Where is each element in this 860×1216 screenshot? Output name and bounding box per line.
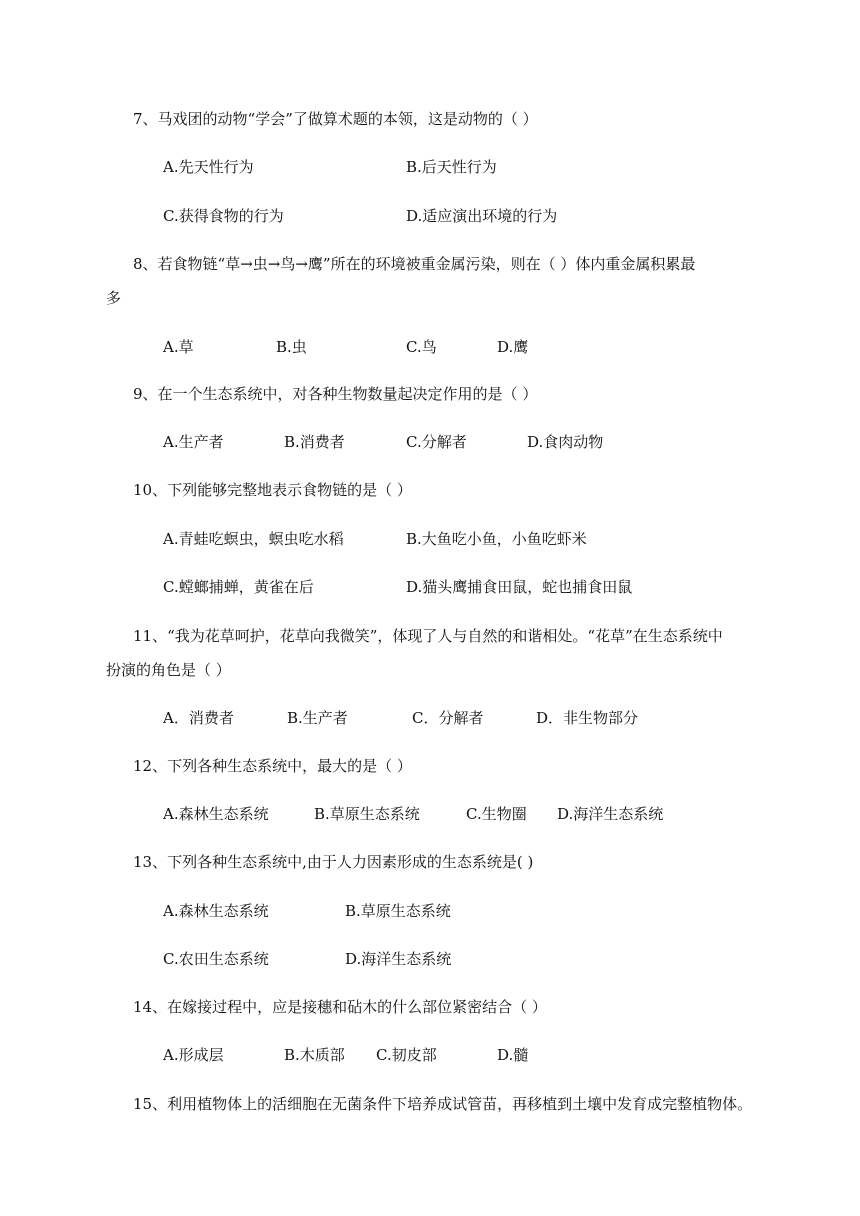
question-15-stem: 15、利用植物体上的活细胞在无菌条件下培养成试管苗，再移植到土壤中发育成完整植物体。 [133, 1095, 753, 1113]
q13-option-a: A.森林生态系统 [163, 902, 269, 920]
q9-option-c: C.分解者 [406, 433, 467, 451]
q12-option-d: D.海洋生态系统 [557, 805, 664, 823]
q14-option-c: C.韧皮部 [376, 1046, 437, 1064]
question-9-stem: 9、在一个生态系统中，对各种生物数量起决定作用的是（ ） [133, 385, 538, 403]
q11-option-a: A．消费者 [163, 709, 234, 727]
q10-option-a: A.青蛙吃螟虫，螟虫吃水稻 [163, 530, 344, 548]
q14-option-d: D.髓 [497, 1046, 529, 1064]
q14-option-a: A.形成层 [163, 1046, 224, 1064]
q10-option-b: B.大鱼吃小鱼，小鱼吃虾米 [406, 530, 587, 548]
q7-option-c: C.获得食物的行为 [163, 207, 284, 225]
q8-option-a: A.草 [163, 338, 194, 356]
q11-option-c: C．分解者 [412, 709, 484, 727]
q8-option-b: B.虫 [276, 338, 307, 356]
question-11-stem-cont: 扮演的角色是（ ） [106, 661, 231, 679]
question-13-stem: 13、下列各种生态系统中,由于人力因素形成的生态系统是( ) [133, 853, 534, 871]
q10-option-c: C.螳螂捕蝉，黄雀在后 [163, 578, 314, 596]
q9-option-b: B.消费者 [284, 433, 345, 451]
q13-option-d: D.海洋生态系统 [345, 950, 452, 968]
q7-option-a: A.先天性行为 [163, 158, 254, 176]
q11-option-d: D．非生物部分 [536, 709, 639, 727]
q9-option-a: A.生产者 [163, 433, 224, 451]
q10-option-d: D.猫头鹰捕食田鼠，蛇也捕食田鼠 [406, 578, 633, 596]
q12-option-b: B.草原生态系统 [314, 805, 420, 823]
q11-option-b: B.生产者 [287, 709, 348, 727]
question-12-stem: 12、下列各种生态系统中，最大的是（ ） [133, 757, 412, 775]
q13-option-c: C.农田生态系统 [163, 950, 269, 968]
q8-option-d: D.鹰 [497, 338, 529, 356]
q14-option-b: B.木质部 [284, 1046, 345, 1064]
q12-option-c: C.生物圈 [466, 805, 527, 823]
q9-option-d: D.食肉动物 [527, 433, 604, 451]
q8-option-c: C.鸟 [406, 338, 437, 356]
question-8-stem-cont: 多 [106, 289, 122, 307]
q13-option-b: B.草原生态系统 [345, 902, 451, 920]
q12-option-a: A.森林生态系统 [163, 805, 269, 823]
q7-option-d: D.适应演出环境的行为 [406, 207, 558, 225]
question-10-stem: 10、下列能够完整地表示食物链的是（ ） [133, 481, 412, 499]
question-11-stem: 11、“我为花草呵护，花草向我微笑”，体现了人与自然的和谐相处。“花草”在生态系统中 [133, 627, 723, 645]
question-14-stem: 14、在嫁接过程中，应是接穗和砧木的什么部位紧密结合（ ） [133, 998, 547, 1016]
question-7-stem: 7、马戏团的动物“学会”了做算术题的本领，这是动物的（ ） [133, 110, 538, 128]
q7-option-b: B.后天性行为 [406, 158, 497, 176]
question-8-stem: 8、若食物链“草→虫→鸟→鹰”所在的环境被重金属污染，则在（ ）体内重金属积累最 [133, 255, 696, 273]
